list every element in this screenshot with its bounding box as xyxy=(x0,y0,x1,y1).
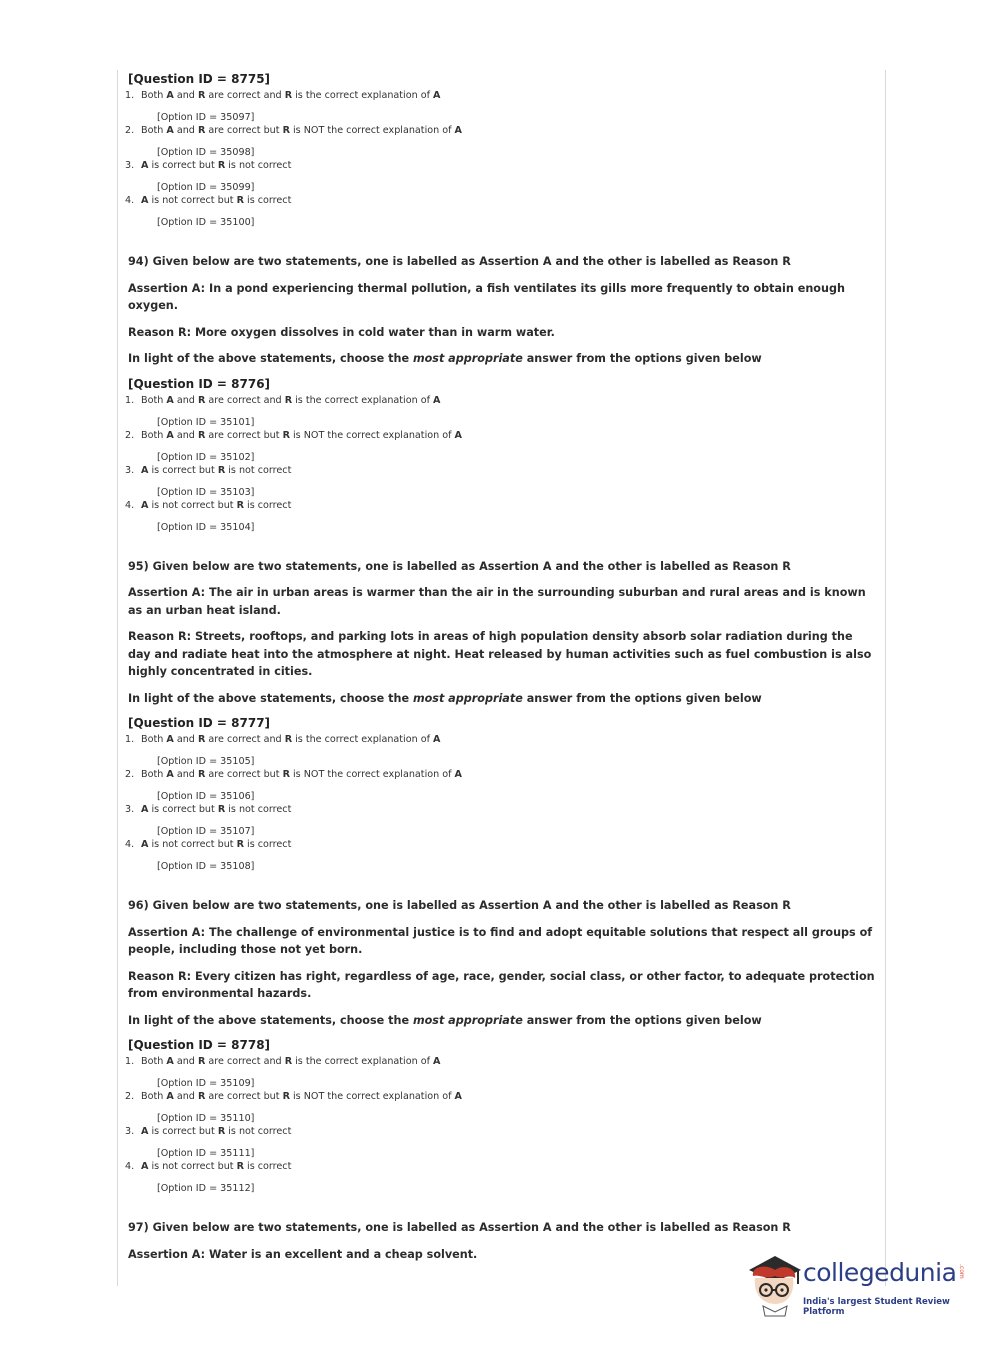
reason-text: Reason R: Streets, rooftops, and parking lots in areas of high population density absorb solar radiation during the day and radiate heat into the atmosphere at night. Heat released by human activities such as fuel combustion is also highly concentrated in cities. xyxy=(128,630,872,678)
option-text: Both A and R are correct and R is the correct explanation of A xyxy=(141,734,441,745)
option-number: 1. xyxy=(125,90,135,101)
option-item xyxy=(125,89,877,124)
option-text: Both A and R are correct and R is the correct explanation of A xyxy=(141,90,441,101)
instruction-text: In light of the above statements, choose the most appropriate answer from the options given below xyxy=(128,1013,762,1027)
option-text: A is correct but R is not correct xyxy=(141,160,292,171)
question-id: [Question ID = 8778] xyxy=(128,1038,271,1052)
option-text: A is not correct but R is correct xyxy=(141,1161,292,1172)
option-id: [Option ID = 35107] xyxy=(157,826,255,837)
option-list xyxy=(125,733,877,873)
option-item xyxy=(125,394,877,429)
option-item xyxy=(125,768,877,803)
option-text: Both A and R are correct but R is NOT the correct explanation of A xyxy=(141,125,462,136)
option-text: Both A and R are correct but R is NOT the correct explanation of A xyxy=(141,429,462,441)
option-number: 3. xyxy=(125,1126,135,1137)
question-heading: 94) Given below are two statements, one is labelled as Assertion A and the other is labelled as Reason R xyxy=(128,255,791,268)
option-list xyxy=(125,394,877,534)
option-text: A is not correct but R is correct xyxy=(141,195,292,206)
question-block xyxy=(125,558,877,874)
option-id: [Option ID = 35111] xyxy=(157,1148,255,1159)
logo-dotcom: .com xyxy=(958,1264,965,1279)
reason-text: Reason R: More oxygen dissolves in cold water than in warm water. xyxy=(128,325,555,339)
logo-tagline: India's largest Student Review Platform xyxy=(803,1297,950,1317)
option-text: A is not correct but R is correct xyxy=(141,499,292,511)
option-number: 4. xyxy=(125,1161,135,1172)
option-number: 1. xyxy=(125,1056,135,1067)
option-text: Both A and R are correct and R is the correct explanation of A xyxy=(141,1056,441,1067)
option-id: [Option ID = 35103] xyxy=(157,486,255,498)
question-heading: 95) Given below are two statements, one is labelled as Assertion A and the other is labelled as Reason R xyxy=(128,559,791,573)
document-content xyxy=(125,72,877,1272)
option-id: [Option ID = 35109] xyxy=(157,1078,255,1089)
option-item xyxy=(125,464,877,499)
option-number: 4. xyxy=(125,195,135,206)
option-item xyxy=(125,499,877,534)
option-item xyxy=(125,124,877,159)
option-id: [Option ID = 35100] xyxy=(157,217,255,228)
question-heading: 97) Given below are two statements, one is labelled as Assertion A and the other is labelled as Reason R xyxy=(128,1221,791,1234)
option-id: [Option ID = 35099] xyxy=(157,182,255,193)
option-id: [Option ID = 35098] xyxy=(157,147,255,158)
option-id: [Option ID = 35105] xyxy=(157,756,255,767)
option-list xyxy=(125,89,877,229)
option-number: 3. xyxy=(125,464,135,476)
option-number: 3. xyxy=(125,160,135,171)
option-id: [Option ID = 35106] xyxy=(157,791,255,802)
option-text: Both A and R are correct and R is the correct explanation of A xyxy=(141,394,441,406)
instruction-text: In light of the above statements, choose the most appropriate answer from the options given below xyxy=(128,352,762,365)
option-number: 1. xyxy=(125,734,135,745)
reason-text: Reason R: Every citizen has right, regardless of age, race, gender, social class, or other factor, to adequate protection from environmental hazards. xyxy=(128,969,875,1000)
option-id: [Option ID = 35102] xyxy=(157,451,255,463)
option-item xyxy=(125,1160,877,1195)
option-number: 2. xyxy=(125,125,135,136)
instruction-text: In light of the above statements, choose the most appropriate answer from the options given below xyxy=(128,691,762,705)
option-id: [Option ID = 35108] xyxy=(157,861,255,872)
option-item xyxy=(125,429,877,464)
option-number: 2. xyxy=(125,1091,135,1102)
option-number: 3. xyxy=(125,804,135,815)
option-text: Both A and R are correct but R is NOT the correct explanation of A xyxy=(141,1091,462,1102)
option-id: [Option ID = 35112] xyxy=(157,1183,255,1194)
option-item xyxy=(125,733,877,768)
option-item xyxy=(125,1055,877,1090)
option-number: 4. xyxy=(125,499,135,511)
question-id: [Question ID = 8776] xyxy=(128,376,271,391)
question-heading: 96) Given below are two statements, one is labelled as Assertion A and the other is labelled as Reason R xyxy=(128,899,791,912)
option-text: A is correct but R is not correct xyxy=(141,464,292,476)
option-item xyxy=(125,838,877,873)
option-text: A is correct but R is not correct xyxy=(141,804,292,815)
option-id: [Option ID = 35101] xyxy=(157,416,255,428)
option-item xyxy=(125,1090,877,1125)
assertion-text: Assertion A: In a pond experiencing thermal pollution, a fish ventilates its gills more frequently to obtain enough oxygen. xyxy=(128,281,845,312)
assertion-text: Assertion A: The challenge of environmental justice is to find and adopt equitable solutions that respect all groups of people, including those not yet born. xyxy=(128,925,873,956)
option-item xyxy=(125,1125,877,1160)
option-id: [Option ID = 35110] xyxy=(157,1113,255,1124)
logo-wordmark: collegedunia xyxy=(803,1258,957,1287)
option-item xyxy=(125,159,877,194)
question-id: [Question ID = 8775] xyxy=(128,72,271,86)
question-block xyxy=(125,897,877,1195)
option-text: A is correct but R is not correct xyxy=(141,1126,292,1137)
collegedunia-logo[interactable] xyxy=(745,1250,975,1322)
option-id: [Option ID = 35104] xyxy=(157,521,255,533)
option-id: [Option ID = 35097] xyxy=(157,112,255,123)
question-id: [Question ID = 8777] xyxy=(128,716,271,730)
assertion-text: Assertion A: The air in urban areas is warmer than the air in the surrounding suburban and rural areas and is known as an urban heat island. xyxy=(128,586,866,617)
option-list xyxy=(125,1055,877,1195)
option-number: 2. xyxy=(125,429,135,441)
option-number: 4. xyxy=(125,839,135,850)
question-block xyxy=(125,72,877,229)
option-number: 1. xyxy=(125,394,135,406)
option-text: Both A and R are correct but R is NOT the correct explanation of A xyxy=(141,769,462,780)
question-block xyxy=(125,253,877,534)
assertion-text: Assertion A: Water is an excellent and a cheap solvent. xyxy=(128,1247,478,1261)
option-number: 2. xyxy=(125,769,135,780)
option-item xyxy=(125,803,877,838)
option-item xyxy=(125,194,877,229)
mascot-icon xyxy=(745,1250,805,1322)
option-text: A is not correct but R is correct xyxy=(141,839,292,850)
